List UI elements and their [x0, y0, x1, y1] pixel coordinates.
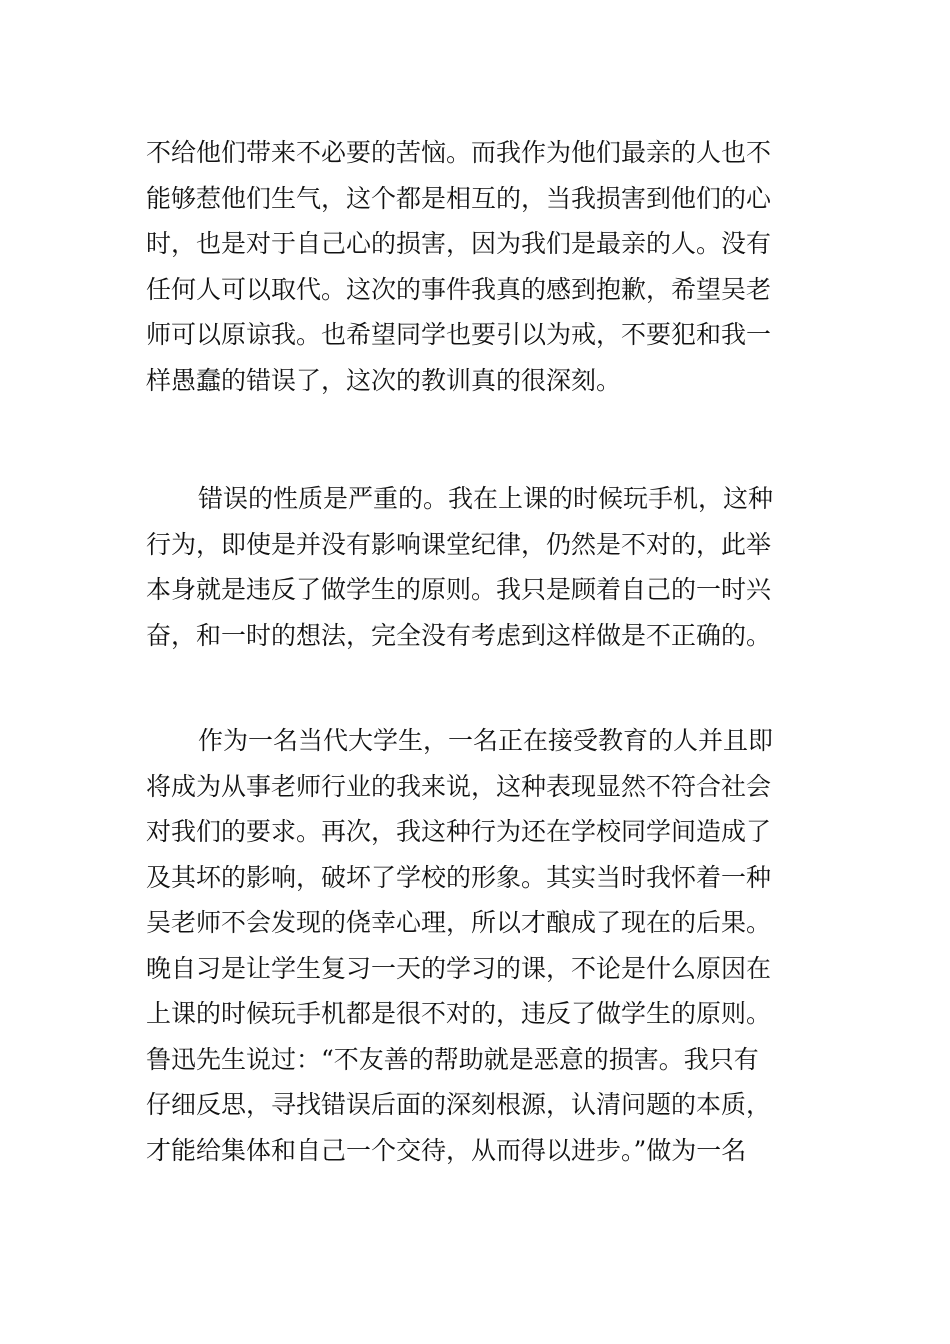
paragraph-line: 及其坏的影响，破坏了学校的形象。其实当时我怀着一种: [146, 862, 772, 892]
paragraph-line: 作为一名当代大学生，一名正在接受教育的人并且即: [198, 726, 774, 755]
paragraph-2: [146, 476, 806, 658]
paragraph-line: 上课的时候玩手机都是很不对的，违反了做学生的原则。: [146, 999, 772, 1028]
paragraph-line: 不给他们带来不必要的苦恼。而我作为他们最亲的人也不: [146, 138, 772, 167]
paragraph-line: 对我们的要求。再次，我这种行为还在学校同学间造成了: [146, 817, 772, 846]
paragraph-line: 能够惹他们生气，这个都是相互的，当我损害到他们的心: [146, 183, 772, 213]
paragraph-line: 时，也是对于自己心的损害，因为我们是最亲的人。没有: [146, 229, 772, 258]
paragraph-line: 鲁迅先生说过：“不友善的帮助就是恶意的损害。我只有: [146, 1044, 759, 1074]
paragraph-line: 奋，和一时的想法，完全没有考虑到这样做是不正确的。: [146, 620, 772, 650]
paragraph-1: [146, 130, 806, 403]
paragraph-line: 错误的性质是严重的。我在上课的时候玩手机，这种: [198, 484, 774, 513]
paragraph-line: 任何人可以取代。这次的事件我真的感到抱歉，希望吴老: [146, 274, 772, 304]
paragraph-line: 吴老师不会发现的侥幸心理，所以才酿成了现在的后果。: [146, 908, 772, 937]
paragraph-line: 晚自习是让学生复习一天的学习的课，不论是什么原因在: [146, 953, 772, 983]
paragraph-line: 才能给集体和自己一个交待，从而得以进步。”做为一名: [146, 1135, 747, 1165]
paragraph-line: 师可以原谅我。也希望同学也要引以为戒，不要犯和我一: [146, 320, 772, 349]
paragraph-line: 本身就是违反了做学生的原则。我只是顾着自己的一时兴: [146, 575, 772, 604]
paragraph-line: 仔细反思，寻找错误后面的深刻根源，认清问题的本质，: [146, 1090, 772, 1119]
paragraph-3: [146, 718, 806, 1173]
paragraph-line: 行为，即使是并没有影响课堂纪律，仍然是不对的，此举: [146, 529, 772, 559]
paragraph-line: 样愚蠢的错误了，这次的教训真的很深刻。: [146, 365, 622, 395]
paragraph-line: 将成为从事老师行业的我来说，这种表现显然不符合社会: [146, 771, 772, 801]
